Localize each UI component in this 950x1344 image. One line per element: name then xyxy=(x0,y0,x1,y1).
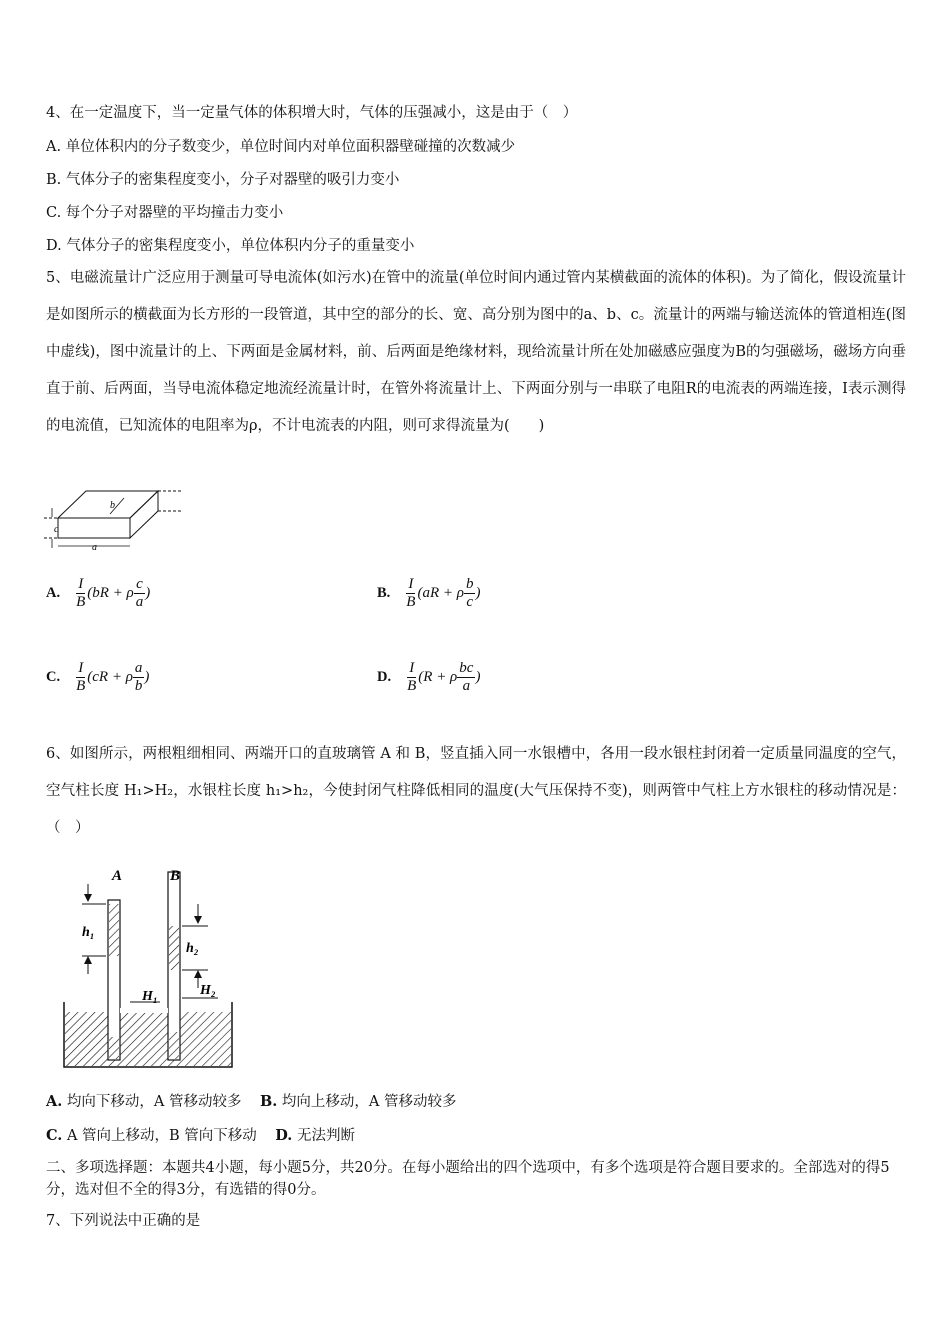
q6-option-a-label: A. xyxy=(46,1093,63,1110)
q6-option-b-text: 均向上移动，A 管移动较多 xyxy=(281,1094,457,1110)
q5-a-den: B xyxy=(76,594,86,610)
q5-a-fnum: c xyxy=(136,576,143,592)
section2-header: 二、多项选择题：本题共4小题，每小题5分，共20分。在每小题给出的四个选项中，有多个选项是符合题目要求的。全部选对的得5分，选对但不全的得3分，有选错的得0分。 xyxy=(46,1160,890,1198)
q6-option-d-label: D. xyxy=(275,1127,293,1144)
q5-c-fden: b xyxy=(134,678,143,694)
q5-b-fden: c xyxy=(466,594,474,610)
q5-option-a-label: A. xyxy=(46,585,61,601)
q5-option-b-fraction xyxy=(404,576,417,611)
q5-b-expr xyxy=(417,576,480,611)
q5-c-expr xyxy=(87,660,149,695)
q5-d-den: B xyxy=(407,678,417,694)
q6-option-c-text: A 管向上移动，B 管向下移动 xyxy=(66,1128,257,1144)
q5-d-fden: a xyxy=(462,678,471,694)
q6-option-c-label: C. xyxy=(46,1127,63,1144)
q5-a-fden: a xyxy=(135,594,144,610)
q6-option-a-text: 均向下移动，A 管移动较多 xyxy=(66,1094,242,1110)
q5-b-post: ) xyxy=(475,585,481,601)
q5-a-pre: (bR + ρ xyxy=(87,585,134,601)
tubes-figure xyxy=(58,862,238,1072)
fig-label-B: B xyxy=(170,868,181,884)
q5-b-num: I xyxy=(408,576,414,592)
q5-option-c xyxy=(46,660,149,695)
fig-label-A: A xyxy=(112,868,123,884)
q6-option-b-label: B. xyxy=(259,1093,278,1110)
q5-a-expr xyxy=(87,576,150,611)
q5-option-d xyxy=(377,660,480,695)
fig-label-c: c xyxy=(54,524,59,535)
q5-d-pre: (R + ρ xyxy=(418,669,458,685)
fig-label-h2: h₂ xyxy=(186,941,199,956)
q5-option-a xyxy=(46,576,150,611)
q5-option-c-fraction xyxy=(74,660,87,695)
q5-option-c-label: C. xyxy=(46,669,61,685)
q5-c-pre: (cR + ρ xyxy=(87,669,133,685)
fig-label-a: a xyxy=(92,542,97,553)
q4-stem: 4、在一定温度下，当一定量气体的体积增大时，气体的压强减小，这是由于（ ） xyxy=(46,105,578,121)
q4-option-b: B. 气体分子的密集程度变小，分子对器壁的吸引力变小 xyxy=(46,172,400,188)
q5-b-fnum: b xyxy=(465,576,474,592)
q5-c-den: B xyxy=(76,678,86,694)
q6-options-row-2 xyxy=(46,1124,355,1145)
q4-option-d: D. 气体分子的密集程度变小，单位体积内分子的重量变小 xyxy=(46,238,415,254)
q5-stem: 5、电磁流量计广泛应用于测量可导电流体(如污水)在管中的流量(单位时间内通过管内某横截面的流体的体积)。为了简化，假设流量计是如图所示的横截面为长方形的一段管道，其中空的部分的长、宽、高分别为图中的a、b、c。流量计的两端与输送流体的管道相连(图中虚线)，图中流量计的上、下两面是金属材料，前、后两面是绝缘材料，现给流量计所在处加磁感应强度为B的匀强磁场，磁场方向垂直于前、后两面，当导电流体稳定地流经流量计时，在管外将流量计上、下两面分别与一串联了电阻R的电流表的两端连接，I表示测得的电流值，已知流体的电阻率为ρ，不计电流表的内阻，则可求得流量为( ) xyxy=(46,270,906,434)
q5-a-num: I xyxy=(78,576,84,592)
q5-c-fnum: a xyxy=(134,660,143,676)
q5-option-d-label: D. xyxy=(377,669,392,685)
fig-label-b: b xyxy=(110,500,115,511)
q6-option-d-text: 无法判断 xyxy=(296,1128,355,1144)
q7-stem: 7、下列说法中正确的是 xyxy=(46,1213,201,1229)
q5-d-num: I xyxy=(409,660,415,676)
q5-c-post: ) xyxy=(144,669,150,685)
q5-b-pre: (aR + ρ xyxy=(417,585,464,601)
q5-option-b xyxy=(377,576,480,611)
fig-label-h1: h₁ xyxy=(82,925,95,940)
fig-label-H2: H₂ xyxy=(200,983,216,998)
q4-option-c: C. 每个分子对器壁的平均撞击力变小 xyxy=(46,205,284,221)
flowmeter-figure xyxy=(44,486,184,558)
q5-d-post: ) xyxy=(475,669,481,685)
q6-stem: 6、如图所示，两根粗细相同、两端开口的直玻璃管 A 和 B，竖直插入同一水银槽中，各用一段水银柱封闭着一定质量同温度的空气，空气柱长度 H₁>H₂，水银柱长度 h₁>h₂，今使封闭气柱降低相同的温度(大气压保持不变)，则两管中气柱上方水银柱的移动情况是：（ ） xyxy=(46,746,906,836)
q5-c-num: I xyxy=(78,660,84,676)
q6-options-row-1 xyxy=(46,1090,456,1111)
q5-option-a-fraction xyxy=(74,576,87,611)
q4-option-a: A. 单位体积内的分子数变少，单位时间内对单位面积器壁碰撞的次数减少 xyxy=(46,139,516,155)
q5-option-b-label: B. xyxy=(377,585,391,601)
fig-label-H1: H₁ xyxy=(142,989,158,1004)
q5-d-expr xyxy=(418,660,480,695)
q5-option-d-fraction xyxy=(405,660,418,695)
q5-d-fnum: bc xyxy=(459,660,474,676)
q5-b-den: B xyxy=(406,594,416,610)
q5-a-post: ) xyxy=(145,585,151,601)
